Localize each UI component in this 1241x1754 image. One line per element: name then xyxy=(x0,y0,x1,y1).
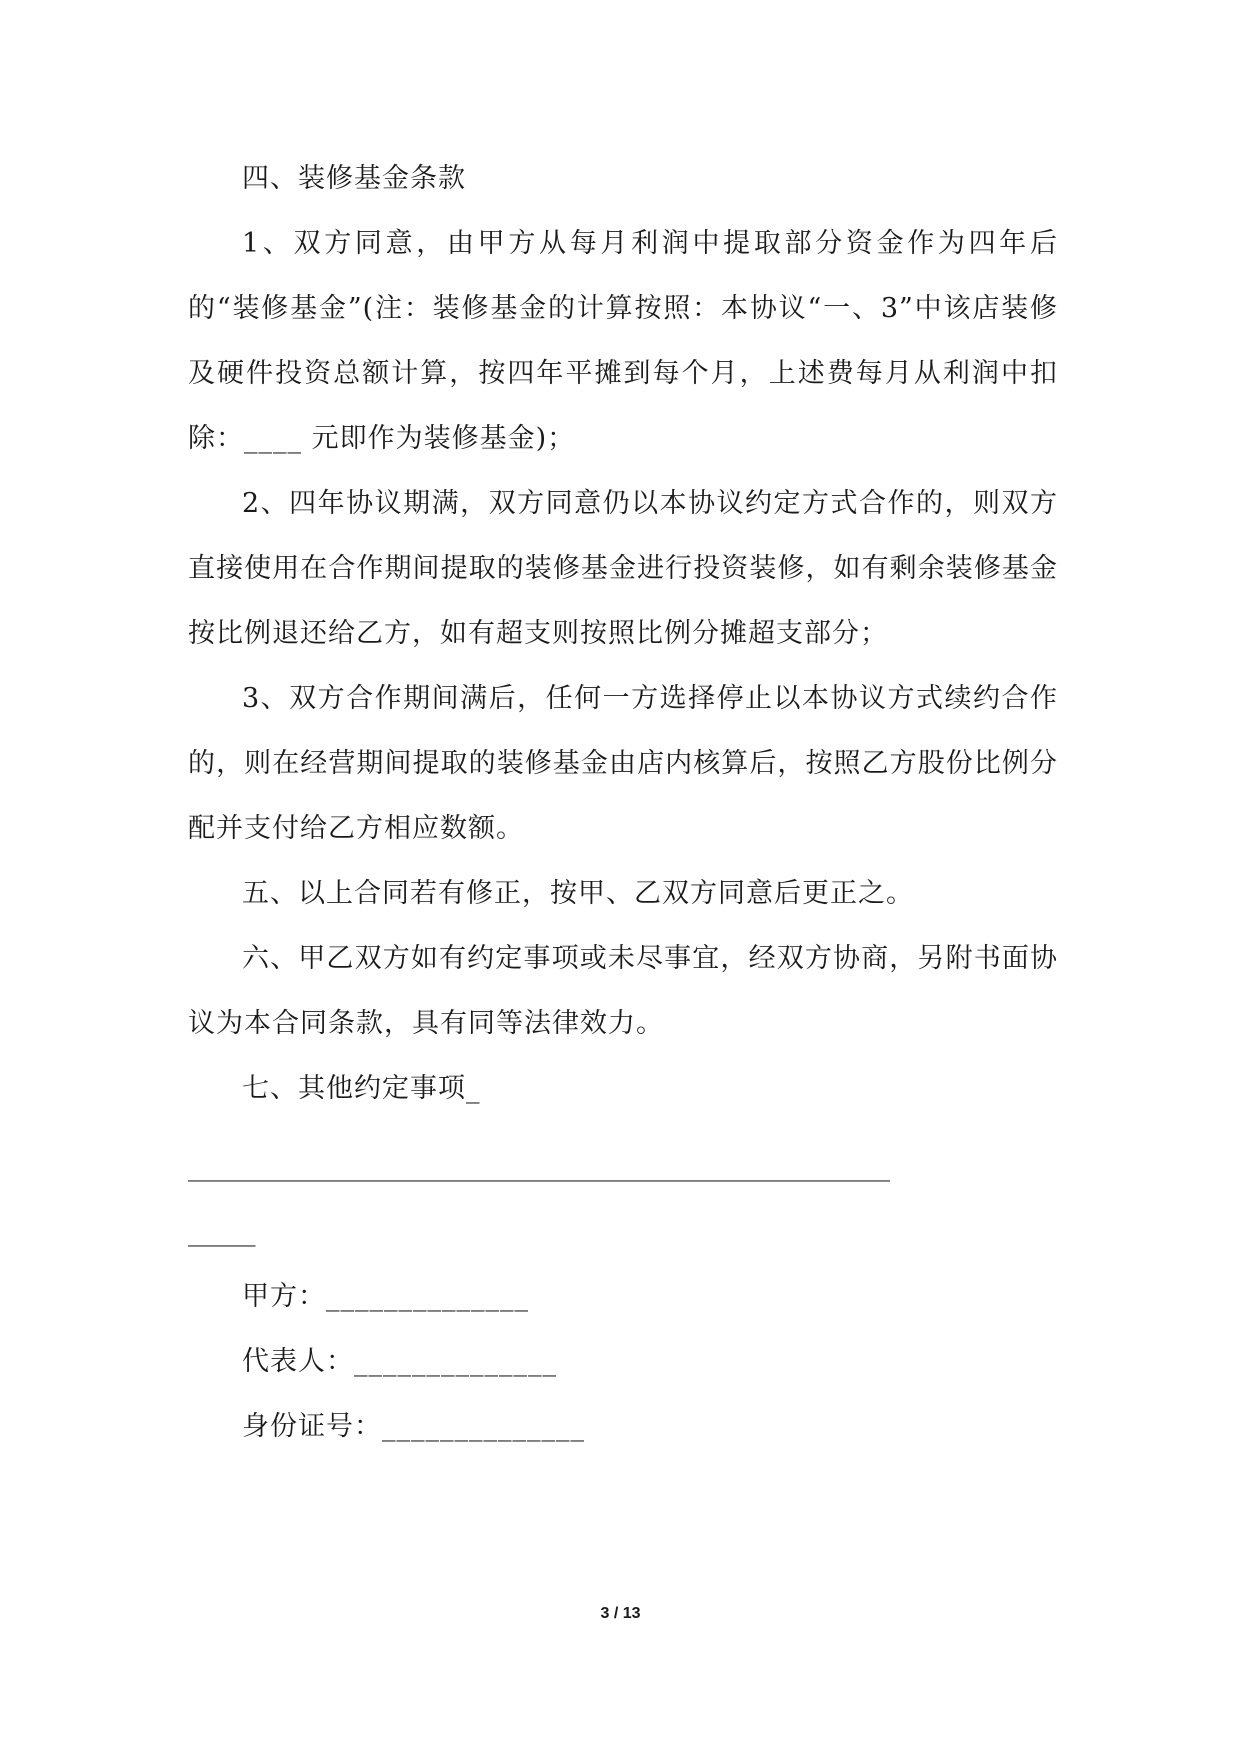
blank-line-long: ____________________________________________________ xyxy=(188,1151,890,1182)
page-number: 3 / 13 xyxy=(600,1605,641,1622)
clause-1-paragraph: 1、双方同意，由甲方从每月利润中提取部分资金作为四年后的“装修基金”(注：装修基金的计算按照：本协议“一、3”中该店装修及硬件投资总额计算，按四年平摊到每个月，上述费每月从利润中扣除：____ 元即作为装修基金)； xyxy=(188,228,1058,454)
section-six-paragraph: 六、甲乙双方如有约定事项或未尽事宜，经双方协商，另附书面协议为本合同条款，具有同等法律效力。 xyxy=(188,943,1058,1039)
section-five-paragraph: 五、以上合同若有修正，按甲、乙双方同意后更正之。 xyxy=(242,878,914,909)
id-number-line: 身份证号：______________ xyxy=(242,1411,585,1442)
party-a-line: 甲方：______________ xyxy=(242,1281,529,1312)
clause-3-paragraph: 3、双方合作期间满后，任何一方选择停止以本协议方式续约合作的，则在经营期间提取的装修基金由店内核算后，按照乙方股份比例分配并支付给乙方相应数额。 xyxy=(188,683,1058,844)
signature-block xyxy=(188,1134,1058,1459)
document-body xyxy=(188,146,1058,1121)
blank-line-short: _____ xyxy=(188,1216,256,1247)
clause-2-paragraph: 2、四年协议期满，双方同意仍以本协议约定方式合作的，则双方直接使用在合作期间提取的装修基金进行投资装修，如有剩余装修基金按比例退还给乙方，如有超支则按照比例分摊超支部分； xyxy=(188,488,1058,649)
section-seven-paragraph: 七、其他约定事项_ xyxy=(242,1073,481,1104)
section-four-heading: 四、装修基金条款 xyxy=(242,163,466,194)
representative-line: 代表人：______________ xyxy=(242,1346,557,1377)
